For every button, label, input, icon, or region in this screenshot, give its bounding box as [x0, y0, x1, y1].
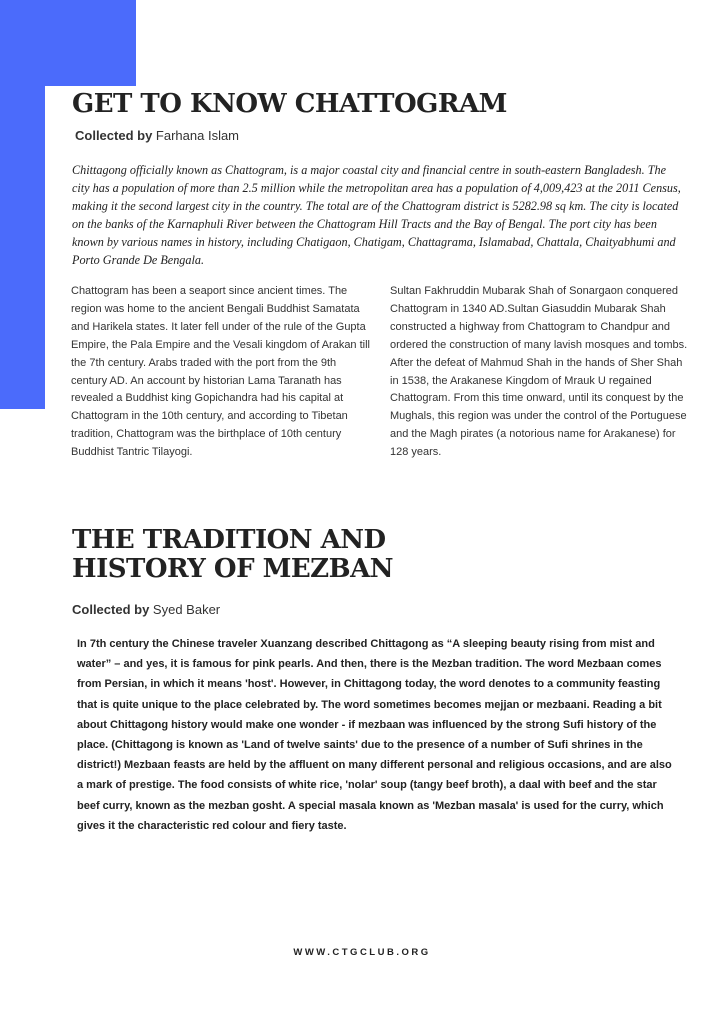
history-column-right: Sultan Fakhruddin Mubarak Shah of Sonargaon conquered Chattogram in 1340 AD.Sultan Giasuddin Mubarak Shah constructed a highway from Chattogram to Chandpur and ordered the construction of many lavish mosques and tombs. After the defeat of Mahmud Shah in the hands of Sher Shah in 1538, the Arakanese Kingdom of Mrauk U regained Chattogram. From this time onward, until its conquest by the Mughals, this region was under the control of the Portuguese and the Magh pirates (a notorious name for Arakanese) for 128 years. — [390, 285, 688, 459]
section-title-mezban: THE TRADITION AND HISTORY OF MEZBAN — [72, 525, 394, 584]
history-column-left: Chattogram has been a seaport since ancient times. The region was home to the ancient Bengali Buddhist Samatata and Harikela states. It later fell under of the rule of the Gupta Empire, the Pala Empire and the Vesali kingdom of Arakan till the 7th century. Arabs traded with the port from the 9th century AD. An account by historian Lama Taranath has revealed a Buddhist king Gopichandra had his capital at Chattogram in the 10th century, and according to Tibetan tradition, Chattogram was the birthplace of 10th century Buddhist Tantric Tilayogi. — [71, 285, 370, 459]
footer-url: WWW.CTGCLUB.ORG — [293, 947, 431, 958]
byline-label: Collected by — [72, 602, 150, 617]
byline-author: Farhana Islam — [155, 128, 240, 143]
accent-block-top — [0, 0, 136, 86]
byline-mezban — [72, 602, 220, 617]
byline-author: Syed Baker — [152, 602, 221, 617]
mezban-body-paragraph: In 7th century the Chinese traveler Xuanzang described Chittagong as “A sleeping beauty rising from mist and water” – and yes, it is famous for pink pearls. And then, there is the Mezban tradition. The word Mezbaan comes from Persian, in which it means 'host'. However, in Chittagong today, the word denotes to a community feasting that is quite unique to the place celebrated by. The word sometimes becomes mejjan or mezbaani. Reading a bit about Chittagong history would make one wonder - if mezbaan was influenced by the strong Sufi history of the place. (Chittagong is known as 'Land of twelve saints' due to the presence of a number of Sufi shrines in the district!) Mezbaan feasts are held by the affluent on many different personal and religious occasions, and are also a mark of prestige. The food consists of white rice, 'nolar' soup (tangy beef broth), a daal with beef and the star beef curry, known as the mezban gosht. A special masala known as 'Mezban masala' is used for the curry, which gives it the characteristic red colour and fiery taste. — [77, 638, 672, 832]
intro-paragraph: Chittagong officially known as Chattogram, is a major coastal city and financial centre in south-eastern Bangladesh. The city has a population of more than 2.5 million while the metropolitan area has a population of 4,009,423 at the 2011 Census, making it the second largest city in the country. The total are of the Chattogram district is 5282.98 sq km. The city is located on the banks of the Karnaphuli River between the Chattogram Hill Tracts and the Bay of Bengal. The port city has been known by various names in history, including Chatigaon, Chatigam, Chattagrama, Islamabad, Chattala, Chaityabhumi and Porto Grande De Bengala. — [72, 163, 681, 267]
accent-block-side — [0, 86, 45, 409]
byline-chattogram — [75, 128, 239, 143]
byline-label: Collected by — [75, 128, 153, 143]
section-title-chattogram: GET TO KNOW CHATTOGRAM — [72, 89, 507, 119]
